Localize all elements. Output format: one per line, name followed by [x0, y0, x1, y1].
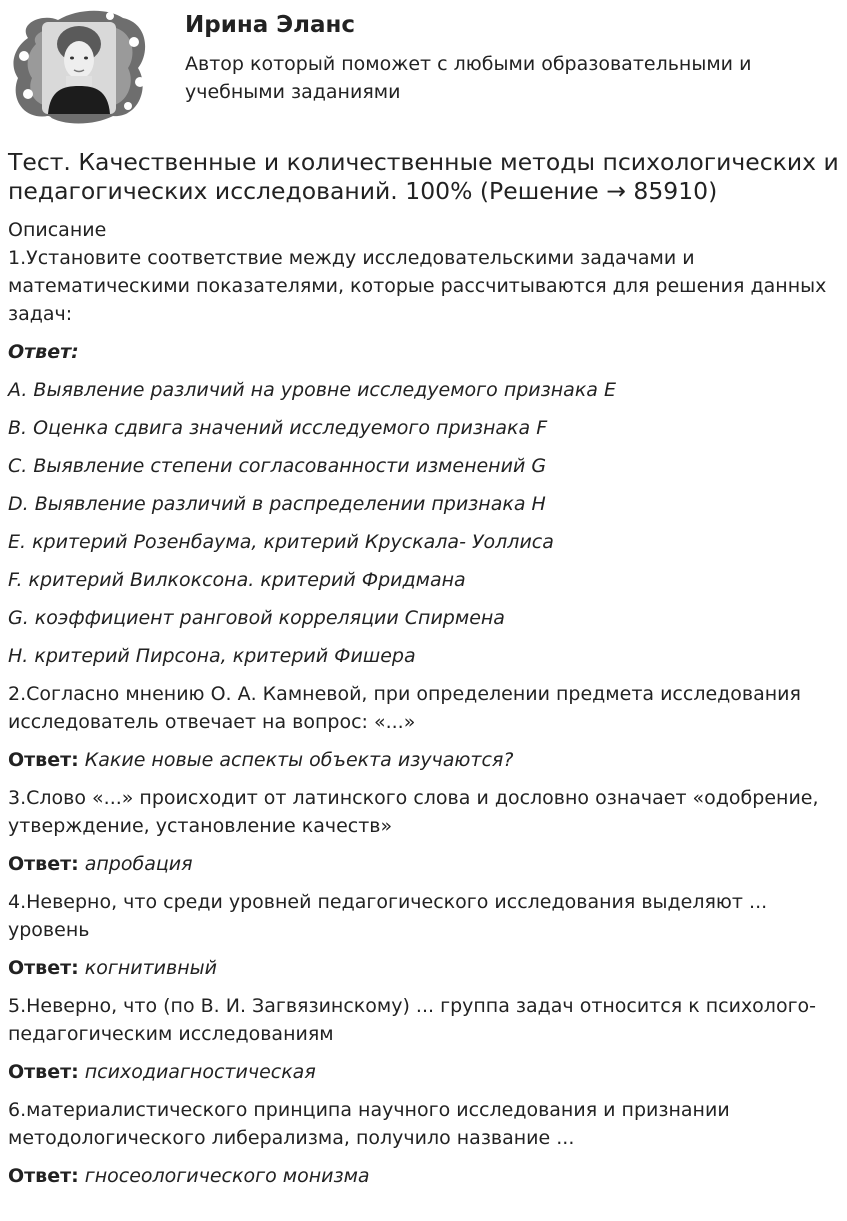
author-header [0, 0, 847, 140]
match-item-e: E. критерий Розенбаума, критерий Крускала- Уоллиса [8, 531, 554, 553]
answer-4 [8, 954, 838, 982]
match-item-c: C. Выявление степени согласованности изменений G [8, 455, 547, 477]
match-item-f: F. критерий Вилкоксона. критерий Фридмана [8, 569, 466, 591]
author-description: Автор который поможет с любыми образовательными и учебными заданиями [185, 53, 752, 103]
answer-label: Ответ: [8, 1061, 79, 1083]
answer-text: Какие новые аспекты объекта изучаются? [84, 749, 514, 771]
question-1: 1.Установите соответствие между исследовательскими задачами и математическими показателями, которые рассчитываются для решения данных задач: [8, 247, 827, 325]
answer-label: Ответ: [8, 853, 79, 875]
author-avatar [8, 8, 150, 126]
question-4: 4.Неверно, что среди уровней педагогического исследования выделяют ... уровень [8, 891, 768, 941]
match-item-g: G. коэффициент ранговой корреляции Спирмена [8, 607, 505, 629]
match-item-b: B. Оценка сдвига значений исследуемого признака F [8, 417, 548, 439]
answer-text: когнитивный [84, 957, 217, 979]
question-5: 5.Неверно, что (по В. И. Загвязинскому) ... группа задач относится к психолого-педагогическим исследованиям [8, 995, 817, 1045]
answer-6 [8, 1162, 838, 1190]
test-content [8, 216, 838, 1190]
page-title: Тест. Качественные и количественные методы психологических и педагогических исследований. 100% (Решение → 85910) [8, 148, 839, 205]
question-6: 6.материалистического принципа научного исследования и признании методологического либерализма, получило название ... [8, 1099, 730, 1149]
answer-5 [8, 1058, 838, 1086]
description-label: Описание [8, 219, 107, 241]
match-item-a: A. Выявление различий на уровне исследуемого признака E [8, 379, 616, 401]
answer-text: психодиагностическая [84, 1061, 316, 1083]
answer-label: Ответ: [8, 1165, 79, 1187]
author-name: Ирина Эланс [185, 12, 356, 38]
question-3: 3.Слово «...» происходит от латинского слова и дословно означает «одобрение, утверждение, установление качеств» [8, 787, 819, 837]
match-item-d: D. Выявление различий в распределении признака H [8, 493, 546, 515]
answer-label: Ответ: [8, 749, 79, 771]
answer-label-1: Ответ: [8, 341, 79, 363]
match-item-h: H. критерий Пирсона, критерий Фишера [8, 645, 416, 667]
answer-label: Ответ: [8, 957, 79, 979]
answer-3 [8, 850, 838, 878]
question-2: 2.Согласно мнению О. А. Камневой, при определении предмета исследования исследователь отвечает на вопрос: «...» [8, 683, 801, 733]
answer-2 [8, 746, 838, 774]
answer-text: апробация [84, 853, 193, 875]
answer-text: гносеологического монизма [84, 1165, 370, 1187]
